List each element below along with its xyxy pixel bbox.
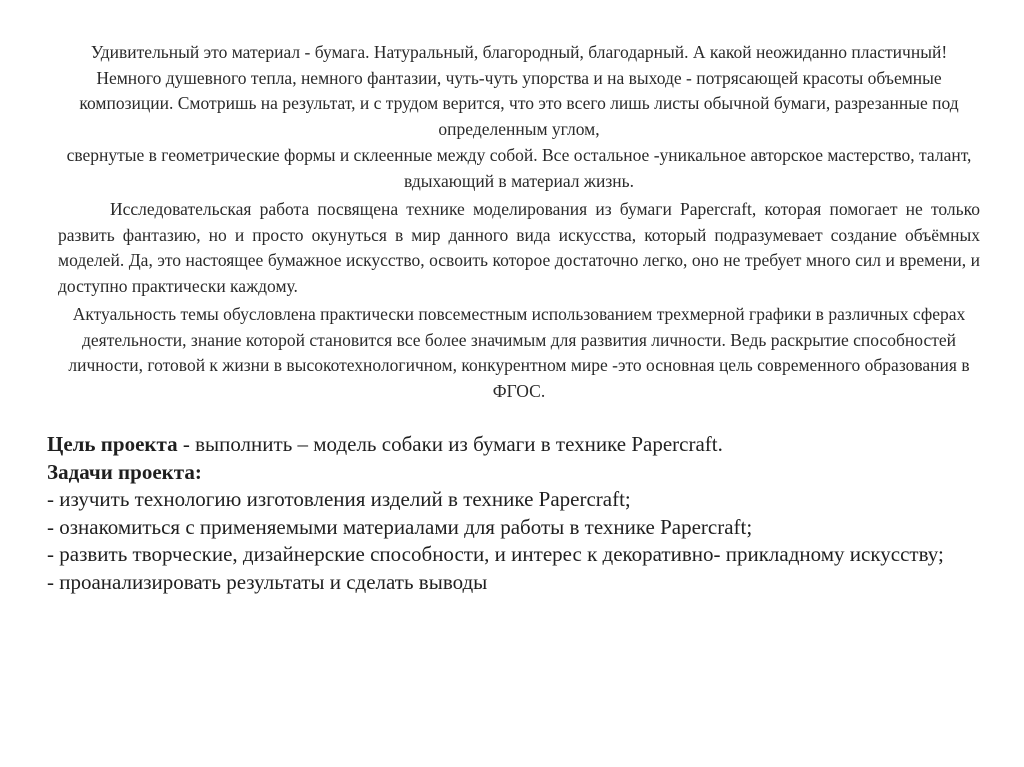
project-goal-text: - выполнить – модель собаки из бумаги в технике Papercraft. xyxy=(177,432,723,456)
intro-section xyxy=(58,40,980,404)
project-goal xyxy=(47,431,982,459)
intro-paragraph-2: свернутые в геометрические формы и склеенные между собой. Все остальное -уникальное авторское мастерство, талант, вдыхающий в материал жизнь. xyxy=(66,145,972,191)
task-item: - развить творческие, дизайнерские способности, и интерес к декоративно- прикладному искусству; xyxy=(47,542,944,566)
intro-paragraph-4: Актуальность темы обусловлена практически повсеместным использованием трехмерной графики в различных сферах деятельности, знание которой становится все более значимым для развития личности. Ведь раскрытие способностей личности, готовой к жизни в высокотехнологичном, конкурентном мире -это основная цель современного образования в ФГОС. xyxy=(68,304,970,401)
intro-paragraph-1: Удивительный это материал - бумага. Натуральный, благородный, благодарный. А какой неожиданно пластичный! Немного душевного тепла, немного фантазии, чуть-чуть упорства и на выходе - потрясающей красоты объемные композиции. Смотришь на результат, и с трудом верится, что это всего лишь листы обычной бумаги, разрезанные под определенным углом, xyxy=(79,42,959,139)
task-item: - ознакомиться с применяемыми материалами для работы в технике Papercraft; xyxy=(47,514,753,539)
project-tasks-heading: Задачи проекта: xyxy=(47,459,202,484)
project-goals-section xyxy=(47,431,982,596)
project-goal-label: Цель проекта xyxy=(47,432,178,456)
intro-paragraph-3: Исследовательская работа посвящена технике моделирования из бумаги Papercraft, которая помогает не только развить фантазию, но и просто окунуться в мир данного вида искусства, который подразумевает создание объёмных моделей. Да, это настоящее бумажное искусство, освоить которое достаточно легко, оно не требует много сил и времени, и доступно практически каждому. xyxy=(58,199,980,296)
task-item: - проанализировать результаты и сделать выводы xyxy=(47,569,488,594)
task-item: - изучить технологию изготовления изделий в технике Papercraft; xyxy=(47,487,631,511)
